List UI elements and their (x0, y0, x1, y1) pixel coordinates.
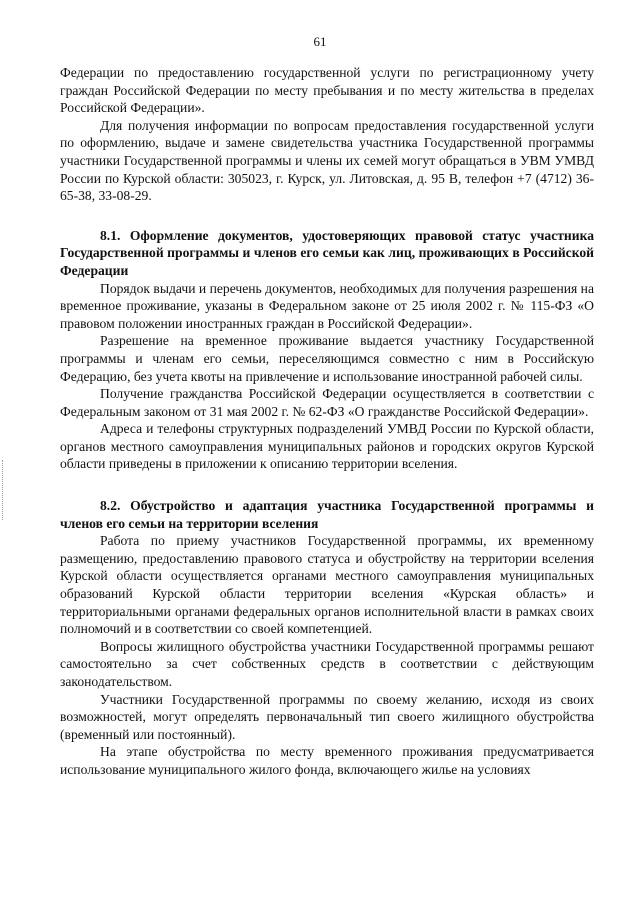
section-8-2-heading: 8.2. Обустройство и адаптация участника Государственной программы и членов его семьи на территории вселения (60, 498, 594, 531)
section-8-2-paragraph-3: Участники Государственной программы по своему желанию, исходя из своих возможностей, могут определять первоначальный тип своего жилищного обустройства (временный или постоянный). (60, 691, 594, 742)
section-8-2-paragraph-4: На этапе обустройства по месту временного проживания предусматривается использование муниципального жилого фонда, включающего жилье на условиях (60, 744, 594, 777)
spacer (60, 205, 594, 227)
section-8-1-paragraph-2: Разрешение на временное проживание выдается участнику Государственной программы и членам его семьи, переселяющимся совместно с ним в Российскую Федерацию, без учета квоты на привлечение и использование иностранной рабочей силы. (60, 333, 594, 384)
spacer (60, 473, 594, 497)
page-number: 61 (313, 34, 327, 49)
page-content (60, 64, 594, 779)
section-8-1-paragraph-3: Получение гражданства Российской Федерации осуществляется в соответствии с Федеральным законом от 31 мая 2002 г. № 62-ФЗ «О гражданстве Российской Федерации». (60, 386, 594, 419)
section-8-1-paragraph-4: Адреса и телефоны структурных подразделений УМВД России по Курской области, органов местного самоуправления муниципальных районов и городских округов Курской области приведены в приложении к описанию территории вселения. (60, 421, 594, 472)
intro-paragraph-1: Федерации по предоставлению государственной услуги по регистрационному учету граждан Российской Федерации по месту пребывания и по месту жительства в пределах Российской Федерации». (60, 65, 594, 116)
intro-paragraph-2: Для получения информации по вопросам предоставления государственной услуги по оформлению, выдаче и замене свидетельства участника Государственной программы участники Государственной программы и члены их семей могут обращаться в УВМ УМВД России по Курской области: 305023, г. Курск, ул. Литовская, д. 95 В, телефон +7 (4712) 36-65-38, 33-08-29. (60, 117, 594, 204)
scan-edge-mark (2, 460, 5, 520)
section-8-1-paragraph-1: Порядок выдачи и перечень документов, необходимых для получения разрешения на временное проживание, указаны в Федеральном законе от 25 июля 2002 г. № 115-ФЗ «О правовом положении иностранных граждан в Российской Федерации». (60, 280, 594, 331)
section-8-1-heading: 8.1. Оформление документов, удостоверяющих правовой статус участника Государственной программы и членов его семьи как лиц, проживающих в Российской Федерации (60, 227, 594, 278)
section-8-2-paragraph-2: Вопросы жилищного обустройства участники Государственной программы решают самостоятельно за счет собственных средств в соответствии с действующим законодательством. (60, 638, 594, 689)
section-8-2-paragraph-1: Работа по приему участников Государственной программы, их временному размещению, предоставлению правового статуса и обустройству на территории вселения Курской области осуществляется органами местного самоуправления муниципальных образований Курской области территории вселения «Курская область» и территориальными органами федеральных органов исполнительной власти в рамках своих полномочий и в соответствии со своей компетенцией. (60, 533, 594, 637)
